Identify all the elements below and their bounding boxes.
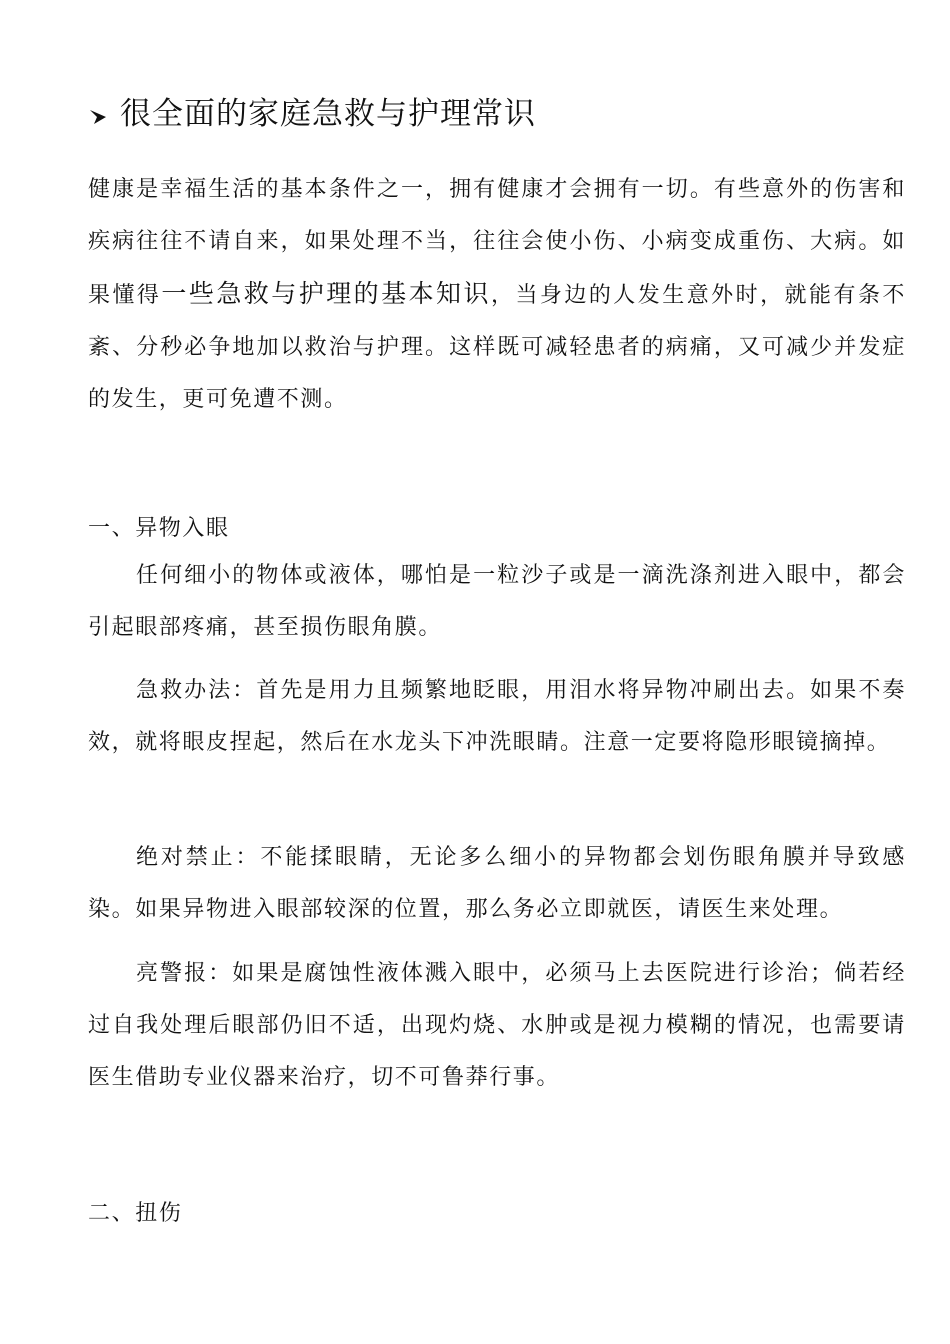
section-heading-sprain: 二、扭伤: [88, 1201, 183, 1226]
section-heading-foreign-object-eye: 一、异物入眼: [88, 516, 230, 541]
intro-paragraph: [88, 164, 906, 426]
section-paragraph: 任何细小的物体或液体，哪怕是一粒沙子或是一滴洗涤剂进入眼中，都会引起眼部疼痛，甚至损伤眼角膜。: [88, 563, 906, 640]
section-paragraph-prohibition: 绝对禁止：不能揉眼睛，无论多么细小的异物都会划伤眼角膜并导致感染。如果异物进入眼部较深的位置，那么务必立即就医，请医生来处理。: [88, 845, 906, 922]
arrow-bullet-icon: [88, 106, 108, 126]
section-paragraph-first-aid: 急救办法：首先是用力且频繁地眨眼，用泪水将异物冲刷出去。如果不奏效，就将眼皮捏起，然后在水龙头下冲洗眼睛。注意一定要将隐形眼镜摘掉。: [88, 678, 906, 755]
section-paragraph-warning: 亮警报：如果是腐蚀性液体溅入眼中，必须马上去医院进行诊治；倘若经过自我处理后眼部仍旧不适，出现灼烧、水肿或是视力模糊的情况，也需要请医生借助专业仪器来治疗，切不可鲁莽行事。: [88, 961, 906, 1090]
document-title: [88, 88, 536, 132]
title-text: 很全面的家庭急救与护理常识: [120, 95, 536, 132]
intro-text-part1: 健康是幸福生活的基本条件之一，拥有健康才会拥有一切。有些意外的伤害和疾病往往不请自来，如果处理不当，往往会使小伤、小病变成重伤、大病。如果懂得: [88, 177, 906, 308]
intro-text-part2: ，当身边的人发生意外时，就能有条不紊、分秒必争地加以救治与护理。这样既可减轻患者的病痛，又可减少并发症的发生，更可免遭不测。: [88, 283, 907, 412]
intro-emphasis: 一些急救与护理的基本知识: [161, 279, 491, 308]
